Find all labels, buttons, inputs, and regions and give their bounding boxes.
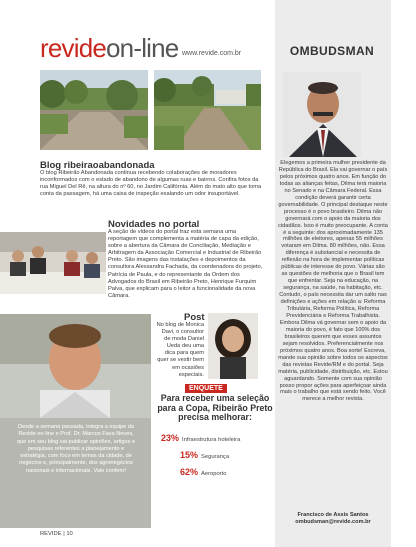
footer-brand: REVIDE <box>40 531 62 537</box>
poll-option-percent: 15% <box>180 450 199 460</box>
poll-label: ENQUETE <box>185 384 227 393</box>
portal-heading: Novidades no portal <box>108 219 200 230</box>
poll-option-percent: 23% <box>161 433 180 443</box>
poll-option-label: Segurança <box>201 454 230 460</box>
poll-option <box>180 445 229 463</box>
revide-online-logo <box>40 34 178 62</box>
ombudsman-portrait-photo <box>283 72 361 157</box>
ombudsman-email: ombudsman@revide.com.br <box>295 519 371 525</box>
columnist-caption-box <box>0 418 151 528</box>
columnist-caption: Desde a semana passada, integra a equipe da Revide on-line o Prof. Dr. Marcos Fava Neves, que em seu blog vai publicar opiniões, artigos e pesquisas referentes a planejamento e estratégia, com foco em temas da cidade, de negócios e, principalmente, dos agronegócios nacionais e internacionais. Vale conferir! <box>16 424 136 474</box>
ombudsman-signature <box>276 512 390 526</box>
columnist-portrait-photo <box>0 314 151 418</box>
portal-body: A seção de vídeos do portal traz esta semana uma reportagem que complementa a matéria de capa da edição, sobre a abertura da Câmara de Conciliação, Mediação e Arbitragem da Associação Comercial e Industrial de Ribeirão Preto. São imagens das instalações e depoimentos da consultora Alessandra Fachada, da coordenadora do projeto, Patrícia de Paula, e do representante da Ordem dos Advogados do Brasil em Ribeirão Preto, Henrique Furquim Paiva, que explicam para o leitor a funcionalidade da nova Câmara. <box>108 229 263 299</box>
poll-option-label: Aeroporto <box>201 471 227 477</box>
poll-option <box>180 462 226 480</box>
poll-option-label: Infraestrutura hoteleira <box>182 437 241 443</box>
poll-question: Para receber uma seleção para a Copa, Ribeirão Preto precisa melhorar: <box>157 393 273 423</box>
blog-body: O blog Ribeirão Abandonada continua recebendo colaborações de moradores inconformados com o estado de abandono de algumas ruas e bairros. Confira fotos da rua Miguel Del Rê, na altura do nº 60, no Jardim Califórnia. Além do mato alto que toma conta da passagem, há uma caixa de inspeção exalando um odor insuportável. <box>40 170 262 198</box>
poll-option <box>161 428 240 446</box>
logo-text-gray: on-line <box>106 33 179 63</box>
ombudsman-body: Elegemos a primeira mulher presidente da República do Brasil. Ela vai governar o país pelos próximos quatro anos. Em função do todas as alianças feitas, Dilma terá maioria no Senado e na Câmara Federal. Essa condição deverá garantir certa governabilidade. O principal destaque neste processo é o povo brasileiro. Dilma não governará com o apoio da maioria dos cidadãos. Isso é muito preocupante. A conta é a seguinte: dos aproximadamente 135 milhões de eleitores, apenas 55 milhões votaram em Dilma. 80 milhões, não. Essa diferença é substancial e necessita de reflexão na hora de implementar políticas públicas de interesse do povo. Várias são as questões de melhoria que o Brasil tem que enfrentar. Seja na educação, na segurança, na saúde, na habitação, etc. Contudo, o país necessita dar um salto nas definições e ações em relação a: Reforma Tributária, Reforma Política, Reforma Previdenciária e Reforma Trabalhista. Embora Dilma vá governar sem o apoio da maioria do povo, é fato que 100% dos brasileiros querem que esses assuntos sejam resolvidos. Preferencialmente nos próximos quatro anos. Boa sorte! Escreva, mande sua opinião sobre todos os aspectos das revistas Revide/RM e do portal. Seja matéria, publicidade, distribuição, etc. Estou aguardando. Somente com sua opinião posso propor ações para aperfeiçoar ainda mais o trabalho que está sendo feito. Você merece a melhor revista. <box>278 160 388 403</box>
abandoned-street-photo <box>40 70 148 150</box>
page-number: 10 <box>66 531 73 537</box>
ombudsman-title: OMBUDSMAN <box>289 44 375 58</box>
meeting-photo <box>0 232 106 294</box>
blog-heading: Blog ribeiraoabandonada <box>40 160 155 171</box>
vacant-lot-photo <box>154 70 261 150</box>
site-url: www.revide.com.br <box>182 50 242 57</box>
post-body: No blog de Monica Davi, o consultor de moda Daniel Ueda deu uma dica para quem quer se vestir bem em ocasiões especiais. <box>156 322 204 378</box>
ombudsman-name: Francisco de Assis Santos <box>297 512 369 518</box>
logo-text-red: revide <box>40 33 107 63</box>
page-footer: REVIDE | 10 <box>40 531 73 537</box>
woman-portrait-photo <box>208 313 258 379</box>
poll-option-percent: 62% <box>180 467 199 477</box>
post-heading: Post <box>184 312 205 323</box>
